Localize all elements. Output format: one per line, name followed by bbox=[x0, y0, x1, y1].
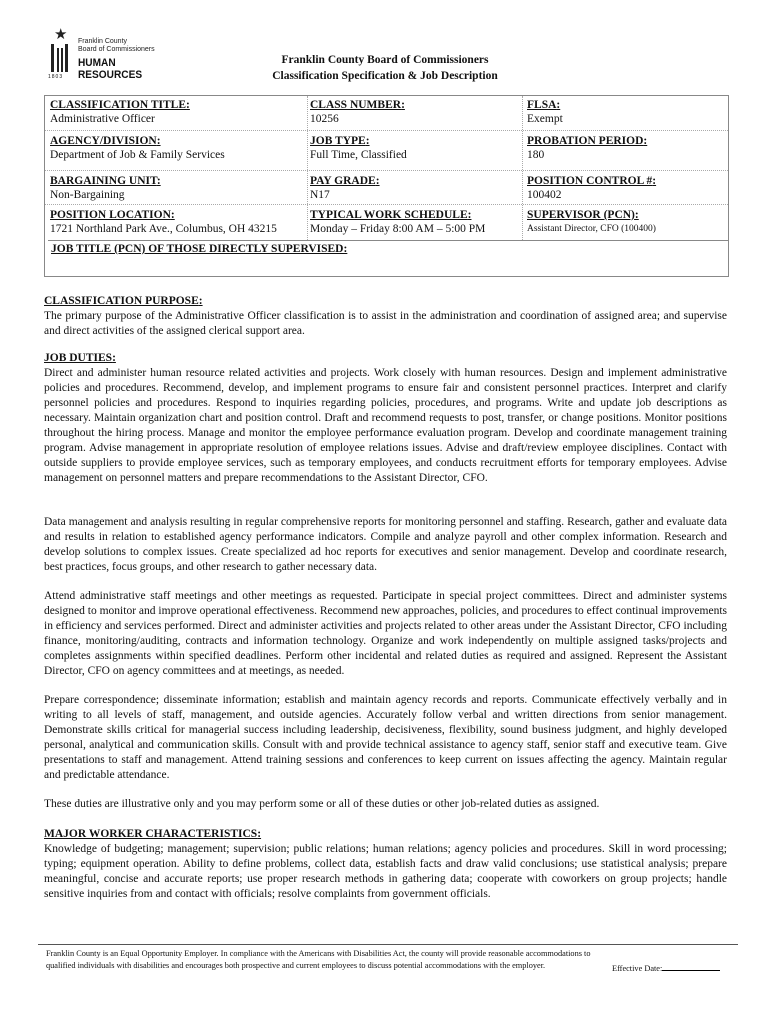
pay-grade-cell bbox=[310, 174, 520, 202]
duties-paragraph: These duties are illustrative only and you may perform some or all of these duties or other job-related duties as assigned. bbox=[44, 798, 600, 810]
supervised-label: JOB TITLE (PCN) OF THOSE DIRECTLY SUPERVISED: bbox=[51, 243, 348, 255]
schedule-label: TYPICAL WORK SCHEDULE: bbox=[310, 209, 472, 221]
duties-paragraph: Direct and administer human resource related activities and projects. Work closely with human resources. Design and implement administrative policies and procedures. Recommend, develop, and implement programs to ensure fair and consistent personnel practices. Interpret and clarify personnel policies and procedures. Respond to inquiries regarding policies, procedures, and programs. Write and update job descriptions as necessary. Maintain organization chart and position control. Draft and recommend requests to post, transfer, or change positions. Monitor positions throughout the hiring process. Manage and monitor the employee performance evaluation program. Develop and coordinate management training program. Advise management in appropriate resolution of employee relations issues. Advise and draft/review employee disciplines. Contact with outside suppliers to provide employee services, such as temporary employees, and conducts recruitment efforts for temporary employees. Advise management on personnel matters and prepare recommendations to the Assistant Director, CFO. bbox=[44, 367, 727, 484]
supervised-row bbox=[48, 240, 728, 277]
position-control-value: 100402 bbox=[527, 189, 562, 201]
duties-paragraph: Data management and analysis resulting in regular comprehensive reports for monitoring personnel and staffing. Research, gather and evaluate data and results in relation to established agency performance indicators. Compile and analyze payroll and other complex information. Research and develop solutions to complex issues. Create specialized ad hoc reports for executives and senior management. Develop and coordinate research, best practices, focus groups, and other research to gather necessary data. bbox=[44, 516, 727, 573]
purpose-text: The primary purpose of the Administrative Officer classification is to assist in the administration and coordination of assigned area; and supervise and direct activities of the assigned clerical support area. bbox=[44, 310, 727, 337]
duties-paragraph-2 bbox=[44, 515, 727, 575]
location-cell bbox=[50, 208, 305, 236]
duties-paragraph: Prepare correspondence; disseminate information; establish and maintain agency records and reports. Communicate effectively verbally and in writing to all levels of staff, management, and outside agencies. Accurately follow verbal and written directions from senior management. Demonstrate skills critical for managerial success including leadership, decisiveness, flexibility, sound business judgment, and highly developed personal, analytical and communication skills. Consult with and provide technical assistance to agency staff, senior staff and executive team. Give presentations to staff and management. Attend training sessions and conferences to keep current on issues affecting the agency. Maintain regular and predictable attendance. bbox=[44, 694, 727, 781]
logo-department: HUMAN RESOURCES bbox=[78, 57, 143, 81]
duties-paragraph: Attend administrative staff meetings and other meetings as requested. Participate in special project committees. Direct and administer systems designed to monitor and improve operational effectiveness. Recommend new approaches, policies, and procedures to effect continual improvements in efficiency and services performed. Direct and administer activities and projects related to other areas under the Assistant Director, CFO including finance, monitoring/auditing, contracts and information technology. Organize and work independently on multiple assigned tasks/projects and completes assignments within specified deadlines. Perform other incidental and related duties as required and assigned. Represent the Assistant Director, CFO on agency committees and at meetings, as needed. bbox=[44, 590, 727, 677]
eeo-statement: Franklin County is an Equal Opportunity Employer. In compliance with the Americans with Disabilities Act, the county will provide reasonable accommodations to qualified individuals with disabilities and encourages both prospective and current employees to discuss potential accommodations with the employer. bbox=[46, 949, 591, 970]
job-type-value: Full Time, Classified bbox=[310, 149, 407, 161]
class-number-value: 10256 bbox=[310, 113, 339, 125]
logo-line-1: Franklin County bbox=[78, 38, 128, 45]
major-worker-characteristics-section bbox=[44, 827, 727, 902]
job-type-label: JOB TYPE: bbox=[310, 135, 370, 147]
column-divider bbox=[522, 96, 523, 240]
row-divider bbox=[45, 130, 728, 131]
agency-value: Department of Job & Family Services bbox=[50, 149, 225, 161]
agency-cell bbox=[50, 134, 305, 162]
effective-date-label: Effective Date: bbox=[612, 964, 663, 973]
probation-label: PROBATION PERIOD: bbox=[527, 135, 648, 147]
schedule-cell bbox=[310, 208, 520, 236]
logo-line-2: Board of Commissioners bbox=[78, 46, 155, 53]
position-control-label: POSITION CONTROL #: bbox=[527, 175, 657, 187]
duties-paragraph-4 bbox=[44, 693, 727, 783]
flsa-cell bbox=[527, 98, 727, 126]
column-divider bbox=[307, 96, 308, 240]
classification-title-cell bbox=[50, 98, 305, 126]
agency-label: AGENCY/DIVISION: bbox=[50, 135, 161, 147]
location-value: 1721 Northland Park Ave., Columbus, OH 43215 bbox=[50, 223, 277, 235]
bargaining-label: BARGAINING UNIT: bbox=[50, 175, 161, 187]
classification-title-label: CLASSIFICATION TITLE: bbox=[50, 99, 190, 111]
duties-paragraph-3 bbox=[44, 589, 727, 679]
probation-value: 180 bbox=[527, 149, 545, 161]
classification-purpose-section bbox=[44, 294, 727, 339]
section-title: CLASSIFICATION PURPOSE: bbox=[44, 295, 203, 307]
logo-year: 1803 bbox=[48, 74, 64, 80]
class-number-cell bbox=[310, 98, 520, 126]
bargaining-cell bbox=[50, 174, 305, 202]
job-duties-section bbox=[44, 351, 727, 486]
supervisor-value: Assistant Director, CFO (100400) bbox=[527, 224, 656, 234]
section-title: JOB DUTIES: bbox=[44, 352, 116, 364]
document-title: Franklin County Board of Commissioners bbox=[281, 54, 489, 66]
probation-cell bbox=[527, 134, 727, 162]
job-info-table bbox=[44, 95, 729, 277]
row-divider bbox=[45, 170, 728, 171]
pay-grade-label: PAY GRADE: bbox=[310, 175, 380, 187]
schedule-value: Monday – Friday 8:00 AM – 5:00 PM bbox=[310, 223, 486, 235]
supervisor-label: SUPERVISOR (PCN): bbox=[527, 209, 639, 221]
pay-grade-value: N17 bbox=[310, 189, 330, 201]
bargaining-value: Non-Bargaining bbox=[50, 189, 125, 201]
effective-date bbox=[612, 962, 720, 973]
star-icon: ★ bbox=[54, 27, 68, 43]
class-number-label: CLASS NUMBER: bbox=[310, 99, 405, 111]
row-divider bbox=[45, 204, 728, 205]
job-type-cell bbox=[310, 134, 520, 162]
classification-title-value: Administrative Officer bbox=[50, 113, 155, 125]
major-text: Knowledge of budgeting; management; supervision; public relations; human relations; agency policies and procedures. Skill in word processing; typing; equipment operation. Ability to define problems, collect data, establish facts and draw valid conclusions; use statistical analysis; prepare meaningful, concise and accurate reports; use proper research methods in gathering data; cooperate with coworkers on group projects; handle sensitive inquiries from and contact with officials; resolve complaints from government officials. bbox=[44, 843, 727, 900]
supervisor-cell bbox=[527, 208, 727, 236]
position-control-cell bbox=[527, 174, 727, 202]
document-subtitle: Classification Specification & Job Description bbox=[272, 70, 498, 82]
duties-paragraph-5 bbox=[44, 797, 727, 812]
location-label: POSITION LOCATION: bbox=[50, 209, 175, 221]
section-title: MAJOR WORKER CHARACTERISTICS: bbox=[44, 828, 262, 840]
flsa-value: Exempt bbox=[527, 113, 563, 125]
footer bbox=[38, 944, 738, 973]
flsa-label: FLSA: bbox=[527, 99, 561, 111]
effective-date-blank bbox=[662, 962, 720, 971]
